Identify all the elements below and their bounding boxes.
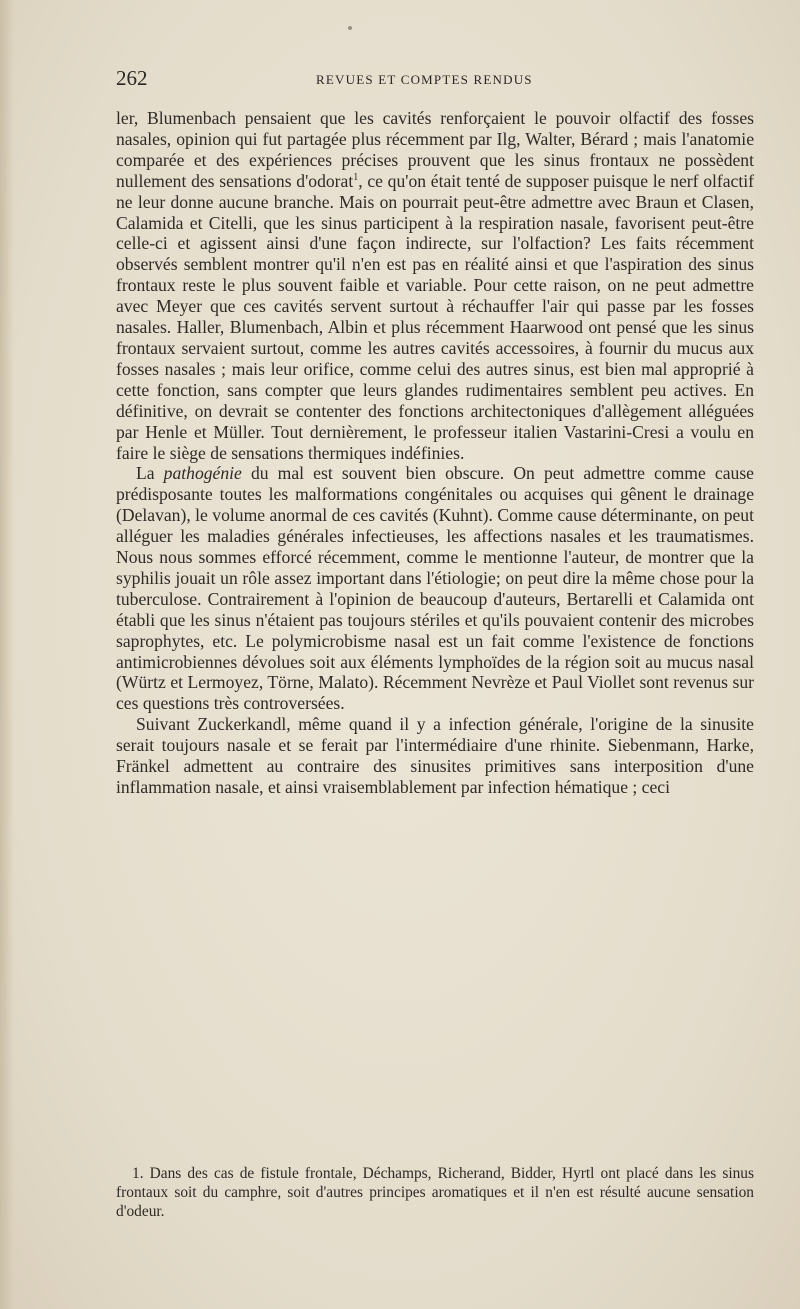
paragraph-2-text: du mal est souvent bien obscure. On peut admettre comme cause prédisposante toutes les malformations congénitales ou acquises qui gênent le drainage (Delavan), le volume anormal de ces cavités (Kuhnt). Comme cause déterminante, on peut alléguer les maladies générales infectieuses, les affections nasales et les traumatismes. Nous nous sommes efforcé récemment, comme le mentionne l'auteur, de montrer que la syphilis jouait un rôle assez important dans l'étiologie; on peut dire la même chose pour la tuberculose. Contrairement à l'opinion de beaucoup d'auteurs, Bertarelli et Calamida ont établi que les sinus n'étaient pas toujours stériles et qu'ils pouvaient contenir des microbes saprophytes, etc. Le polymicrobisme nasal est un fait comme l'existence de fonctions antimicrobiennes dévolues soit aux éléments lymphoïdes de la région soit au mucus nasal (Würtz et Lermoyez, Törne, Malato). Récemment Nevrèze et Paul Viollet sont revenus sur ces questions très controversées.	[116, 463, 754, 714]
running-title: REVUES ET COMPTES RENDUS	[316, 72, 533, 87]
ink-speck	[348, 26, 352, 30]
body-text	[116, 108, 754, 798]
paragraph-1-text-a: ler, Blumenbach pensaient que les cavités renforçaient le pouvoir olfactif des fosses nasales, opinion qui fut partagée plus récemment par Ilg, Walter, Bérard ; mais l'anatomie comparée et des expériences précises prouvent que les sinus frontaux ne possèdent nullement des sensations d'odorat	[116, 108, 754, 191]
paragraph-2	[116, 463, 754, 714]
footnote	[116, 1164, 754, 1221]
paragraph-2-emphasis: pathogénie	[163, 463, 242, 484]
paragraph-1	[116, 108, 754, 463]
page-edge-shadow	[0, 0, 14, 1309]
page-number: 262	[116, 66, 148, 90]
page-header	[116, 66, 681, 92]
paragraph-1-text-b: , ce qu'on était tenté de supposer puisque le nerf olfactif ne leur donne aucune branche. Mais on pourrait peut-être admettre avec Braun et Clasen, Calamida et Citelli, que les sinus participent à la respiration nasale, favorisent peut-être celle-ci et agissent ainsi d'une façon indirecte, sur l'olfaction? Les faits récemment observés semblent montrer qu'il n'en est pas en réalité ainsi et que l'aspiration des sinus frontaux reste le plus souvent faible et variable. Pour cette raison, on ne peut admettre avec Meyer que ces cavités servent surtout à réchauffer l'air qui passe par les fosses nasales. Haller, Blumenbach, Albin et plus récemment Haarwood ont pensé que les sinus frontaux servaient surtout, comme les autres cavités accessoires, à fournir du mucus aux fosses nasales ; mais leur orifice, comme celui des autres sinus, est bien mal approprié à cette fonction, sans compter que leurs glandes rudimentaires semblent peu actives. En définitive, on devrait se contenter des fonctions architectoniques d'allègement alléguées par Henle et Müller. Tout dernièrement, le professeur italien Vastarini-Cresi a voulu en faire le siège de sensations thermiques indéfinies.	[116, 170, 754, 463]
footnote-reference: 1	[353, 171, 359, 183]
paragraph-3: Suivant Zuckerkandl, même quand il y a infection générale, l'origine de la sinusite serait toujours nasale et se ferait par l'intermédiaire d'une rhinite. Siebenmann, Harke, Fränkel admettent au contraire des sinusites primitives sans interposition d'une inflammation nasale, et ainsi vraisemblablement par infection hématique ; ceci	[116, 714, 754, 797]
paragraph-2-lead: La	[136, 463, 164, 484]
footnote-text: 1. Dans des cas de fistule frontale, Déchamps, Richerand, Bidder, Hyrtl ont placé dans les sinus frontaux soit du camphre, soit d'autres principes aromatiques et il n'en est résulté aucune sensation d'odeur.	[116, 1165, 754, 1220]
